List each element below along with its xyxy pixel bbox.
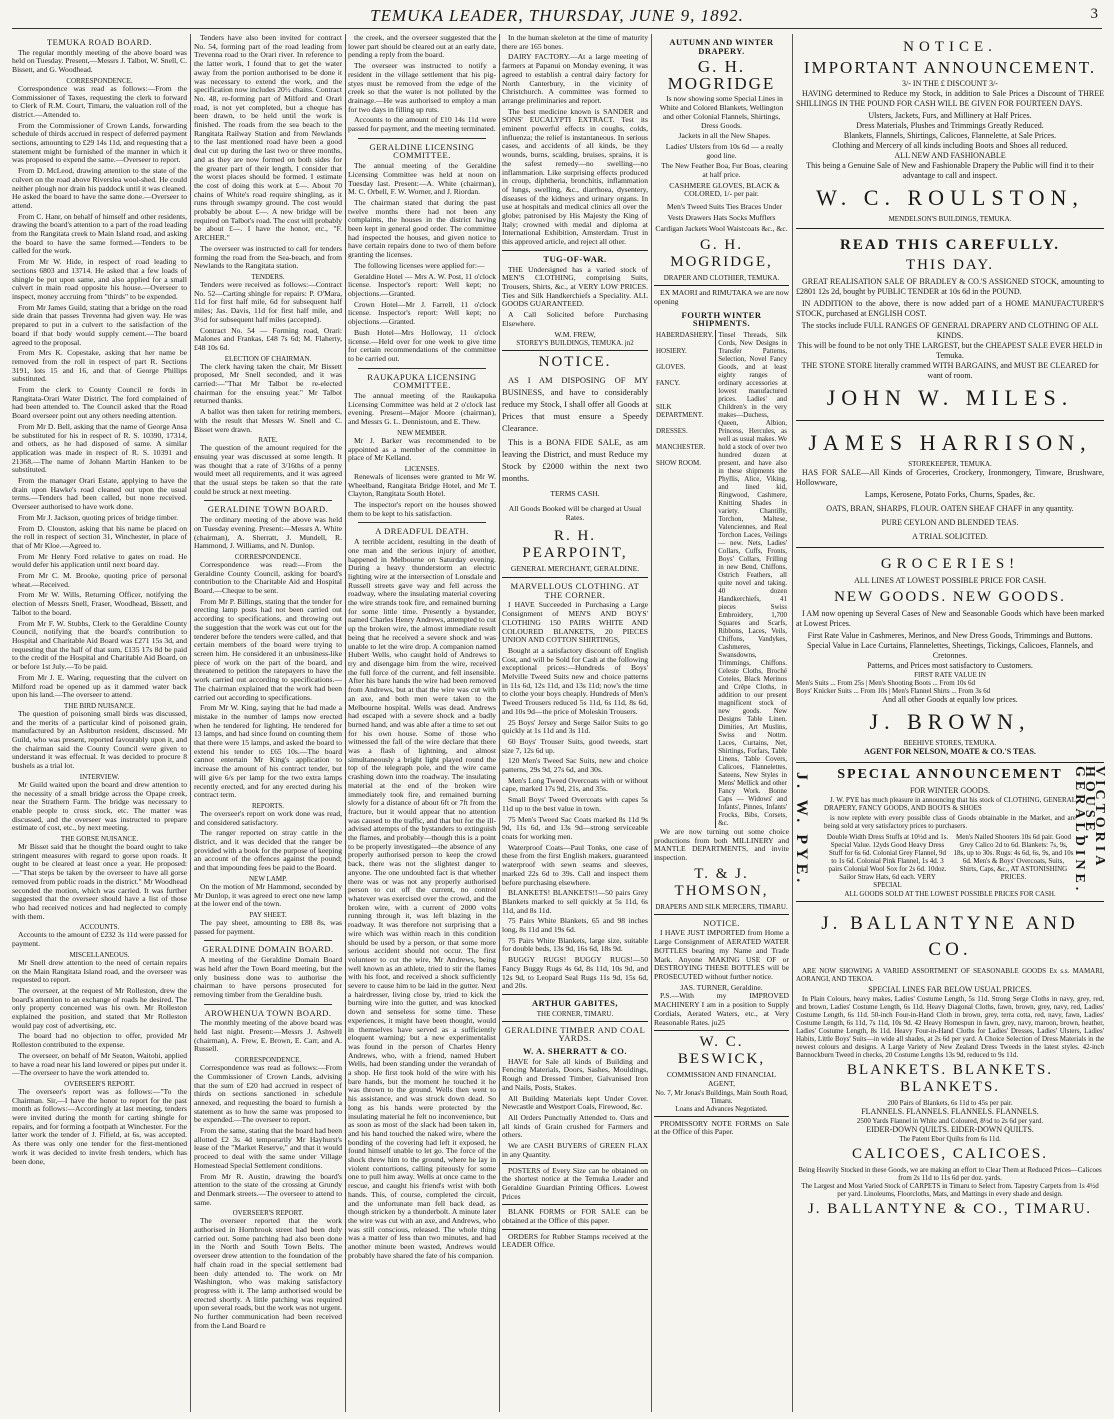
divider	[358, 138, 486, 139]
ad-name: G. H. MOGRIDGE	[667, 57, 776, 94]
paragraph: From Mr P. Billings, stating that the tender for erecting lamp posts had not been carried out according to specifications, and throwing out the suggestion that the work was cut out for the tenderer before the tenders were called, and that certain members of the board were trying to screen him. He considered it an unbusiness-like piece of work on the part of the board, and threatened to petition the ratepayers to have the work carried out according to specifications.—The chairman explained that the work had been carried out according to specifications.	[194, 596, 342, 702]
ad-heading: IMPORTANT ANNOUNCEMENT.	[803, 58, 1097, 77]
department-label: DRESSES.	[656, 426, 688, 435]
column-divider	[345, 34, 346, 1412]
ad-heading: NEW GOODS. NEW GOODS.	[834, 589, 1066, 605]
column-4	[502, 34, 648, 1412]
ad-text: The stocks include FULL RANGES OF GENERAL DRAPERY AND CLOTHING OF ALL KINDS.	[801, 321, 1099, 340]
paragraph: From Mr W. Wills, Returning Officer, notifying the election of Messrs Snell, Fraser, Woodhead, Bissett, and Talbot to the board.	[12, 590, 187, 617]
paragraph: In the human skeleton at the time of maturity there are 165 bones.	[502, 33, 648, 51]
ad-text: 25 Boys' Jersey and Serge Sailor Suits to go quickly at 1s 11d and 3s 11d.	[502, 717, 648, 736]
paragraph: From C. Hanr, on behalf of himself and other residents, drawing the board's attention to a part of the road leading from the Rangitata creek to Main Island road, and asking the board to have the same formed.—Tenders to be called for the work.	[12, 211, 187, 256]
ad-text: TERMS CASH.	[550, 489, 600, 499]
ad-text: Boys' Knicker Suits ... From 10s | Men's Flannel Shirts ... From 3s 6d	[796, 687, 991, 695]
paragraph: The ranger reported on stray cattle in the district, and it was decided that the ranger be provided with a book for the purpose of keeping an account of the offences against the pound; and that impounding fees be paid to the Board.	[194, 828, 342, 873]
ad-text: FIRST RATE VALUE IN	[914, 671, 986, 679]
paragraph: From the clerk to County Council re fords in Rangitata-Orari Water District. The ford complained of had been attended to. The Council asked that the Road Board overseer point out any others needing attention.	[12, 385, 187, 421]
ad-text: 120 Men's Tweed Sac Suits, new and choice patterns, 29s 9d, 27s 6d, and 30s.	[502, 756, 648, 775]
paragraph: The overseer's report on work done was read, and considered satisfactory.	[194, 808, 342, 827]
ad-text: 2500 Yards Flannel in White and Coloured, 8½d to 2s 6d per yard.	[856, 1117, 1044, 1125]
paragraph: From Mr James Guild, stating that a bridge on the road side drain that passes Trevenna had given way. He was prepared to put in a culvert to the satisfaction of the board if that body would supply cement.—The board agreed to the proposal.	[12, 302, 187, 347]
ad-heading: GERALDINE TIMBER AND COAL YARDS.	[504, 1024, 646, 1044]
department-label: SHOW ROOM.	[656, 458, 701, 467]
paragraph: Accounts to the amount of £232 3s 11d were passed for payment.	[12, 930, 187, 949]
ad-heading: CALICOES, CALICOES.	[852, 1146, 1048, 1162]
article-heading: TEMUKA ROAD BOARD.	[46, 37, 153, 47]
ad-text: COMMISSION AND FINANCIAL AGENT,	[666, 1070, 777, 1088]
ad-subheading: THIS DAY.	[905, 257, 995, 273]
ad-name: W. A. SHERRATT & CO.	[522, 1046, 628, 1057]
ad-text: THE Undersigned has a varied stock of MEN'S CLOTHING, comprising Suits, Trousers, Shirts, &c., at VERY LOW PRICES. Ties and Silk Handkerchiefs a Speciality. ALL GOODS GUARANTEED.	[502, 264, 648, 309]
divider	[502, 577, 648, 578]
ad-text: Men's Tweed Suits Ties Braces Under Vests Drawers Hats Socks Mufflers Cardigan Jackets Wool Waistcoats &c., &c.	[655, 202, 788, 234]
ad-address: MENDELSON'S BUILDINGS, TEMUKA.	[888, 215, 1012, 223]
subheading: OVERSEER'S REPORT.	[64, 1079, 135, 1088]
ad-address: STOREY'S BUILDINGS, TEMUKA. jn2	[516, 339, 634, 348]
ad-text: I AM now opening up Several Cases of New and Seasonable Goods which have been marked at Lowest Prices.	[796, 609, 1104, 628]
divider	[204, 500, 332, 501]
paragraph: Correspondence was read as follows:—From the Commissioner of Crown Lands, advising that the sum of £20 had accrued in respect of thirds on sections sanctioned in schedule annexed, and requesting the board to furnish a statement as to how the same was proposed to be expended.—The overseer to report.	[194, 1063, 342, 1125]
paragraph: The inspector's report on the houses showed them to be kept to his satisfaction.	[348, 500, 496, 518]
roulston-ad	[796, 34, 1104, 225]
ad-text: The Largest and Most Varied Stock of CARPETS in Timaru to Select from. Tapestry Carpets from 1s 4½d per yard. Linoleums, Floorcloths, Mats, and Mattings in every shade and design.	[801, 1182, 1099, 1198]
paragraph: From Mr W. King, saying that he had made a mistake in the number of lamps now erected when he tendered for lighting. He tendered for 13 lamps, and had since found on counting them that there were 15 lamps, and asked the board to extend his tender to £65 10s.—The board cannot entertain Mr King's application to increase the amount of his contract tender, but will give 6/s per lamp for the two extra lamps recently erected, and for any erected during his contract term.	[194, 703, 342, 800]
paragraph: Renewals of licenses were granted to Mr W. Wheelband, Rangitata Bridge Hotel, and Mr T. Clayton, Rangitata South Hotel.	[348, 471, 496, 499]
ad-vertical-name: J. W. PYE.	[793, 772, 810, 887]
ad-heading: SPECIAL ANNOUNCEMENT	[837, 767, 1063, 782]
ad-subheading: FOR WINTER GOODS.	[909, 786, 991, 795]
paragraph: The overseer was instructed to call for tenders forming the road from the Sea-beach, and from Newlands to the Rangitata station.	[194, 243, 342, 271]
ad-text: 75 Pairs White Blankets, large size, suitable for double beds, 13s 9d, 16s 6d, 18s 9d.	[502, 935, 648, 954]
ad-subheading: ALL LINES AT LOWEST POSSIBLE PRICE FOR CASH.	[854, 576, 1046, 585]
department-label: HOSIERY.	[656, 346, 687, 355]
ad-text: This is a BONA FIDE SALE, as am leaving the District, and must Reduce my Stock by £2000 within the next two months.	[502, 437, 648, 484]
ad-name: W. C. BESWICK,	[677, 1034, 766, 1068]
ad-heading: FOURTH WINTER SHIPMENTS.	[681, 309, 762, 329]
subheading: RATE.	[258, 436, 278, 445]
paragraph: The board had no objection to offer, provided Mr Rolleston contributed to the expense.	[12, 1031, 187, 1050]
column-5	[654, 34, 789, 1412]
paragraph: The question of the amount required for the ensuing year was discussed at some length. It was thought that a rate of 3/16ths of a penny would meet all requirements, and it was agreed that the usual steps be taken so that the rate could be struck at next meeting.	[194, 443, 342, 496]
ad-text: Being Heavily Stocked in these Goods, we are making an effort to Clear Them at Reduced Prices—Calicoes from 2s 11d to 11s 6d per doz. yards.	[798, 1166, 1102, 1182]
ad-text: All Goods Booked will be charged at Usual Rates.	[508, 503, 642, 522]
subheading: ELECTION OF CHAIRMAN.	[224, 354, 312, 363]
subheading: MISCELLANEOUS.	[69, 950, 130, 959]
subheading: TENDERS.	[251, 272, 285, 281]
subheading: CORRESPONDENCE.	[234, 1056, 302, 1065]
paragraph: The annual meeting of the Raukapuka Licensing Committee was held at 2 o'clock last evening. Present—Major Moore (chairman), and Messrs G. L. Dennistoun, and E. Thew.	[348, 391, 496, 427]
ad-subheading: 3/- IN THE £ DISCOUNT 3/-	[902, 79, 998, 88]
ad-name: W. C. ROULSTON,	[816, 185, 1084, 210]
paragraph: Correspondence was read:—From the Geraldine County Council, asking for board's contribution to the Charitable Aid and Hospital Board.—Cheque to be sent.	[194, 559, 342, 596]
ad-text: 200 Pairs of Blankets, 6s 11d to 45s per pair.	[887, 1099, 1013, 1107]
ad-text: BUGGY RUGS! BUGGY RUGS!—50 Fancy Buggy Rugs 4s 6d, 8s 11d, 10s 9d, and 12s 9d, to Leopard Seal Rugs 11s 9d, 15s 6d, and 20s.	[502, 955, 648, 991]
paragraph: From Mrs K. Copestake, asking that her name be removed from the roll in respect of part R. Sections 3191, lots 15 and 16, and that of George Phillips substituted.	[12, 348, 187, 384]
ad-name: JAMES HARRISON,	[808, 430, 1092, 455]
paragraph: The ordinary meeting of the above was held on Tuesday evening. Present:—Messrs A. White (chairman), A. Sherratt, J. Mundell, R. Hammond, J. Williams, and N. Dunlop.	[194, 515, 342, 551]
ad-text: Small Boys' Tweed Overcoats with capes 5s 11d up to the best value in town.	[502, 795, 648, 813]
article-heading: GERALDINE LICENSING COMMITTEE.	[369, 141, 475, 161]
ad-name: ARTHUR GABITES,	[531, 997, 619, 1008]
ad-address: DRAPERS AND SILK MERCERS, TIMARU.	[655, 902, 788, 911]
paragraph: DAIRY FACTORY.—At a large meeting of farmers at Papanui on Monday evening, it was agreed to establish a central dairy factory for North Canterbury, in the vicinity of Christchurch. A committee was formed to arrange preliminaries and report.	[502, 52, 648, 105]
paragraph: Mr Guild waited upon the board and drew attention to the necessity of a small bridge across the Opape creek, near the Strathern Farm. The bridge was necessary to enable people to cross stock, etc. The matter was discussed, and the overseer was instructed to prepare estimate of cost, etc., by next meeting.	[12, 779, 187, 833]
paragraph: A ballot was then taken for retiring members, with the result that Messrs W. Snell and C. Bisset were drawn.	[194, 407, 342, 434]
divider	[502, 1204, 648, 1205]
ad-text: The New Feather Boa, Fur Boas, clearing at half price.	[661, 161, 788, 180]
ad-text: AGENT FOR NELSON, MOATE & CO.'S TEAS.	[864, 747, 1036, 756]
subheading: CORRESPONDENCE.	[234, 552, 302, 561]
ad-heading: NOTICE.	[903, 39, 997, 55]
ad-text: Waterproof Coats—Paul Tonks, one case of these from the first English makers, guaranteed waterproof with sewn seams and sleeves, marked 22s 6d to 39s. Call and inspect them before purchasing elsewhere.	[502, 842, 648, 887]
masthead-rule	[12, 28, 1102, 29]
paragraph: Accounts to the amount of £10 14s 11d were passed for payment, and the meeting terminated.	[348, 115, 496, 134]
ad-text: Special Value in Lace Curtains, Flannelettes, Sheetings, Tickings, Calicoes, Flannels, and Cretonnes.	[806, 641, 1094, 660]
paragraph: On the motion of Mr Hammond, seconded by Mr Dunlop, it was agreed to erect one new lamp at the lower end of the town.	[194, 881, 342, 909]
column-3	[348, 34, 496, 1412]
ad-text: We are CASH BUYERS of GREEN FLAX in any Quantity.	[502, 1141, 648, 1159]
price-list: Double Width Dress Stuffs at 10½d and 1s. Special Value. 12yds Good Heavy Dress Stuff for 6s 6d. Colonial Grey Flannel, 9d to 1s 6d. Colonial Pink Flannel, 1s 4d. 3 pairs Colonial Wool Sox for 2s 6d. 10doz. Sailor Straw Hats, 6d each. VERY SPECIAL	[826, 833, 949, 889]
subheading: REPORTS.	[251, 801, 285, 810]
paragraph: the creek, and the overseer suggested that the lower part should be cleared out at an early date, pending a reply from the board.	[348, 33, 496, 60]
ad-text: ALL GOODS SOLD AT THE LOWEST POSSIBLE PRICES FOR CASH.	[844, 890, 1056, 898]
divider	[502, 350, 648, 351]
paragraph: From Mr F. W. Stubbs, Clerk to the Geraldine County Council, notifying that the board's contribution to Hospital and Charitable Aid Board was £271 15s 3d, and requesting that the half of that sum, £135 17s 8d be paid to the credit of the Hospital and Charitable Aid Board, on or before 1st July.—To be paid.	[12, 618, 187, 672]
department-label: FANCY.	[656, 378, 681, 387]
ad-text: IN ADDITION to the above, there is now added part of a HOME MANUFACTURER'S STOCK, purchased at ENGLISH COST.	[796, 299, 1104, 318]
paragraph: From Mr D. Bell, asking that the name of George Ansa be substituted for his in respect of R. S. 10390, 17314, and others, as he had disposed of same. A similar application was made in respect of R. S. 10391 and 21368.—The name of Johann Martin Hanken to be substituted.	[12, 421, 187, 475]
ad-text: AS I AM DISPOSING OF MY BUSINESS, and have to considerably reduce my Stock, I shall offer all Goods at Prices that must ensure a Speedy Clearance.	[502, 375, 648, 434]
ballantyne-ad	[796, 905, 1104, 1223]
ad-text: 60 Boys' Trouser Suits, good tweeds, start size 7, 12s 6d up.	[502, 736, 648, 755]
subheading: OVERSEER'S REPORT.	[232, 1209, 304, 1218]
ad-name: R. H. PEARPOINT,	[522, 528, 628, 562]
ad-heading: NOTICE.	[703, 917, 740, 928]
subheading: NEW MEMBER.	[397, 428, 447, 437]
ad-text: Blankets, Flannels, Shirtings, Calicoes, Flannelette, at Sale Prices.	[843, 131, 1057, 140]
subheading: INTERVIEW.	[79, 772, 120, 781]
paragraph: From the same, stating that the board had been allotted £2 3s 4d temporarily Mr Hayhurst's lease of the "Market Reserve," and that it would proceed to deal with the same under Village Homestead Special Settlement conditions.	[194, 1126, 342, 1170]
ad-text: All Building Materials kept Under Cover. Newcastle and Westport Coals, Firewood, &c.	[502, 1093, 648, 1112]
divider	[502, 1229, 648, 1230]
ad-text: PROMISSORY NOTE FORMS on Sale at the Office of this Paper.	[654, 1118, 789, 1137]
department-label: MANCHESTER.	[656, 442, 706, 451]
article-heading: GERALDINE TOWN BOARD.	[207, 504, 329, 515]
miles-ad	[796, 232, 1104, 417]
ad-heading: READ THIS CAREFULLY.	[840, 237, 1060, 253]
ad-text: HAVING determined to Reduce my Stock, in addition to Sale Prices a Discount of THREE SHILLINGS IN THE POUND FOR CASH WILL BE GIVEN FOR FOURTEEN DAYS.	[796, 89, 1104, 108]
paragraph: From Mr R. Austin, drawing the board's attention to the state of the crossing at Grundy and Denmark streets.—The overseer to attend to same.	[194, 1171, 342, 1207]
ad-text: POSTERS of Every Size can be obtained on the shortest notice at the Temuka Leader and Geraldine Guardian Printing Offices. Lowest Prices	[502, 1165, 648, 1201]
divider	[654, 1116, 789, 1117]
column-divider	[792, 34, 793, 1412]
divider	[358, 522, 486, 523]
ad-address: DRAPER AND CLOTHIER, TEMUKA.	[663, 274, 780, 283]
ad-text: A Call Solicited before Purchasing Elsewhere.	[502, 310, 648, 328]
paragraph: From D. Clouston, asking that his name be placed on the roll in respect of section 31, Winchester, in place of that of Mr Kloe.—Agreed to.	[12, 523, 187, 550]
ad-heading: GROCERIES!	[880, 556, 1020, 572]
department-list	[654, 330, 716, 828]
divider	[502, 1021, 648, 1022]
price-table	[824, 832, 1076, 890]
paragraph: The overseer, on behalf of Mr Seaton, Waitohi, applied to have a road near his land lowered or pipes put under it.—The overseer to have the work attended to.	[12, 1050, 187, 1078]
paragraph: Contract No. 54 — Forming road, Orari: Malones and Frankas, £48 7s 6d; M. Flaherty, £48 10s 6d.	[194, 325, 342, 352]
paragraph: The clerk having taken the chair, Mr Bissett proposed, Mr Snell seconded, and it was carried:—"That Mr Talbot be re-elected chairman for the ensuing year." Mr Talbot returned thanks.	[194, 361, 342, 406]
divider	[654, 1030, 789, 1031]
ad-text: BLANK FORMS or FOR SALE can be obtained at the Office of this paper.	[502, 1207, 648, 1226]
subheading: CORRESPONDENCE.	[66, 76, 133, 85]
paragraph: The regular monthly meeting of the above board was held on Tuesday. Present,—Messrs J. Talbot, W. Snell, C. Bissett, and G. Woodhead.	[12, 47, 187, 75]
ad-name: T. & J. THOMSON,	[674, 865, 769, 899]
ad-address: BEEHIVE STORES, TEMUKA.	[903, 739, 997, 747]
divider	[796, 762, 1104, 763]
ad-heading: BLANKETS. BLANKETS. BLANKETS.	[847, 1062, 1053, 1095]
ad-text: P.S.—With my IMPROVED MACHINERY I am in a position to Supply Cordials, Aerated Waters, etc., at Very Reasonable Rates. ju25	[654, 991, 789, 1027]
ad-text: I HAVE Succeeded in Purchasing a Large Consignment of MEN'S AND BOYS' CLOTHING 150 PAIRS WHITE AND COLOURED BLANKETS, 20 PIECES UNION AND COTTON SHIRTINGS,	[502, 600, 648, 645]
ad-text: I HAVE JUST IMPORTED from Home a Large Consignment of AERATED WATER BOTTLES bearing my Name and Trade Mark. Anyone MAKING USE OF or DESTROYING THESE BOTTLES will be PROSECUTED without further notice.	[654, 928, 789, 981]
ad-text: And all other Goods at equally low prices.	[882, 695, 1018, 704]
paragraph: From Mr J. E. Waring, requesting that the culvert on Milford road be opened up as it dammed water back upon his land.—The overseer to attend.	[12, 672, 187, 700]
paragraph: The overseer reported that the work authorised in Hornbrook street had been duly carried out. Some patching had also been done in the North and South Town Belts. The overseer drew attention to the foundation of the half chain road in the special settlement had been duly attended to. The work on Mr Washington, who was making satisfactory progress with it. The lamp authorised would be erected shortly. A little patching was required upon several roads, but the work was not urgent. No further communication had been received from the Land Board re	[194, 1216, 342, 1330]
paragraph: The overseer, at the request of Mr Rolleston, drew the board's attention to an exchange of roads he desired. The only property concerned was his own. Mr Rolleston explained the position, and stated that Mr Rolleston would pay cost of advertising, etc.	[12, 985, 187, 1030]
ad-text: Dress Materials, Plushes and Trimmings Greatly Reduced.	[856, 121, 1044, 130]
ad-text: This being a Genuine Sale of New and Fashionable Drapery the Public will find it to their advantage to call and inspect.	[806, 161, 1094, 180]
ad-address: STOREKEEPER, TEMUKA.	[908, 460, 992, 468]
ad-text: Is now showing some Special Lines in White and Colored Blankets, Wellington and other Colonial Flannels, Shirtings, Dress Goods.	[659, 94, 784, 130]
divider	[796, 901, 1104, 902]
subheading: PAY SHEET.	[249, 910, 287, 919]
subheading: LICENSES.	[404, 464, 440, 473]
ad-text: Men's Suits ... From 25s | Men's Shooting Boots ... From 10s 6d	[796, 679, 975, 687]
divider	[358, 368, 486, 369]
ad-text: HAS FOR SALE—All Kinds of Groceries, Crockery, Ironmongery, Tinware, Brushware, Hollowware,	[796, 468, 1104, 487]
department-label: SILK DEPARTMENT.	[656, 402, 704, 419]
divider	[654, 285, 789, 286]
ad-text: Loans and Advances Negotiated.	[675, 1104, 768, 1113]
column-1	[12, 34, 187, 1412]
paragraph: Mr Bisset said that he thought the board ought to take stringent measures with regard to gorse upon roads. It ought to be cleared at least once a year. He proposed:—"That steps be taken by the overseer to have all gorse removed from public roads in the district." Mr Woodhead seconded the motion, which was carried. It was further suggested that the overseer should have a list of those who had received notices and had neglected to comply with them.	[12, 842, 187, 921]
ad-name: JAS. TURNER, Geraldine.	[680, 982, 763, 992]
page-number: 3	[1090, 6, 1098, 22]
ad-heading: MARVELLOUS CLOTHING. AT THE CORNER.	[510, 581, 640, 600]
paragraph: Crown Hotel—Mr J. Farrell, 11 o'clock license. Inspector's report: Well kept; no objections.—Granted.	[348, 299, 496, 327]
paragraph: The monthly meeting of the above board was held last night. Present:—Messrs J. Ashwell (chairman), A. Frew, E. Brown, E. Carr, and A. Russell.	[194, 1018, 342, 1054]
paragraph: From Mr C. M. Brooke, quoting price of personal wheat.—Received.	[12, 571, 187, 589]
paragraph: A meeting of the Geraldine Domain Board was held after the Town Board meeting, but the only business done was to authorise the chairman to have persons prosecuted for removing timber from the Geraldine bush.	[194, 955, 342, 999]
paragraph: Tenders were received as follows:—Contract No. 52—Carting shingle for repairs: P. O'Mara, 11d for first half mile, 6d for subsequent half miles; Jas. Davis, 11d for first half mile, and 3½d for subsequent half miles (accepted).	[194, 279, 342, 324]
ad-text: In Plain Colours, heavy makes, Ladies' Costume Length, 5s 11d. Strong Serge Cloths in navy, grey, red, and brown, Ladies' Costume Length, 6s 11d. Heavy Diagonal Cloths, fawn, brown, grey, navy, red, Ladies' Costume Length, 6s 11d. 50-inch Four-in-Hand Cloth in brown, grey, terra cotta, red, navy, fawn, Ladies' Costume Length, 6s 11d, 7s 11d, 10s 9d. 42 Heavy Homespun in fawn, grey, navy, maroon, brown, heather, Ladies' Costume Length, 8s 11d. Heavy Four-in-Hand Cloths for Ladies' Dresses, Ladies' Ulsters, Ladies' Habits, Little Boys' Suits—in wide all shades, at 2s 6d per yard. A Choice Selection of Dress Materials in the newest colours and designs. A Large Variety of New Zealand Dress Tweeds in the latest styles. 42-inch Bannockburn Tweed in checks, 20 Costume Lengths 13s 9d, reduced to 9s 11d.	[796, 995, 1104, 1059]
ad-heading: EIDER-DOWN QUILTS. EIDER-DOWN QUILTS.	[866, 1125, 1034, 1134]
ad-text: Jackets in all the New Shapes.	[678, 131, 771, 141]
paragraph: Mr J. Barker was recommended to be appointed as a member of the committee in place of Mr Kelland.	[348, 435, 496, 463]
divider	[796, 547, 1104, 548]
ad-text: 75 Pairs White Blankets, 65 and 98 inches long, 8s 11d and 19s 6d.	[502, 916, 648, 935]
divider	[796, 420, 1104, 421]
ad-text: Clothing and Mercery of all kinds including Boots and Shoes all reduced.	[832, 141, 1068, 150]
department-detail: Tinsel Threads, Silk Cords, New Designs in Transfer Patterns, Selection, Novel Fancy Goods, and at least eighty ranges of ordinary accessories at lowest manufactured prices. Ladies' and Children's in the very makes—Duchess, Queen, Albion, Princess, Hercules, as well as usual makes. We hold a stock of over two hundred dozen at present, and have also in these shipments the Phyllis, Alice, Viking, and lined kid, Ringwood, Cashmere, Knitting Shades in variety. Chantilly, Torchon, Maltese, Valenciennes, and Real Torchon Laces, Veilings — new. Nets, Ladies' Collars, Cuffs, Fronts, Boys' Collars, Frilling in new Bend, Chiffons, Ostrich Feathers, all quite novel and taking. 40 dozen Handkerchiefs, 41 pieces Swiss Embroidery, 1,700 Squares and Scarfs, Ribbons, Laces, Veils, Chiffons, Vandykes, Cashmeres, Swansdowns, Trimmings, Chiffons. Celeste Cloths, Broché Coteles, Black Merinos and Crêpe Cloths, in addition to our present magnificent stock of new goods. New Designs Table Linen. Dimities, Art Muslins, Swiss and Nottm. Laces, Curtains, Net, Shirtings, Forfars, Table Linens, Table Covers, Calicoes, Flannelettes, Sateens, New Styles in Mens' Mellick and other Fancy Work. Bonne Caps — Widows' and Infants', Pinnes, Infants' Frocks, Bibs, Corsets, &c.	[718, 330, 787, 827]
ad-text: ALL NEW AND FASHIONABLE	[894, 151, 1006, 160]
ad-text: GREAT REALISATION SALE OF BRADLEY & CO.'S ASSIGNED STOCK, amounting to £2801 12s 2d, bought by PUBLIC TENDER at 10s 6d in the POUND.	[796, 277, 1104, 296]
paragraph: From Mr Henry Ford relative to gates on road. He would defer his application until next board day.	[12, 551, 187, 570]
ad-text: THE STONE STORE literally crammed WITH BARGAINS, and MUST BE CLEARED for want of room.	[801, 361, 1099, 380]
ad-text: ARE NOW SHOWING A VARIED ASSORTMENT OF SEASONABLE GOODS Ex s.s. MAMARI, AORANGI, AND TEKOA.	[796, 967, 1104, 983]
paragraph: The chairman stated that during the past twelve months there had not been any complaints, the houses in the district having been kept in general good order. The committee had inspected the houses, and given notice to have certain repairs done to two of them before granting the licenses.	[348, 197, 496, 260]
ad-name: G. H. MOGRIDGE,	[670, 237, 773, 271]
subheading: NEW LAMP.	[249, 874, 287, 883]
ad-text: HAVE for Sale all kinds of Building and Fencing Materials, Doors, Sashes, Mouldings, Rough and Dressed Timber, Galvanised Iron and Nails, Posts, Stakes.	[502, 1056, 648, 1092]
article-heading: A DREADFUL DEATH.	[375, 526, 469, 537]
paragraph: From Mr W. Hide, in respect of road leading to sections 6803 and 13714. He asked that a few loads of shingle be put upon same, and also applied for a small culvert in main road opposite his house.—Overseer to inspect, money accruing from "thirds" to be expended.	[12, 257, 187, 301]
ad-subheading: SPECIAL LINES FAR BELOW USUAL PRICES.	[868, 985, 1032, 994]
ad-text: 75 Men's Tweed Sac Coats marked 8s 11d 9s 9d, 11s 6d, and 13s 9d—strong serviceable coats for working men.	[502, 814, 648, 841]
ad-text: J. W. PYE has much pleasure in announcing that his stock of CLOTHING, GENERAL DRAPERY, FANCY GOODS, AND BOOTS & SHOES	[824, 796, 1076, 812]
paragraph: Tenders have also been invited for contract No. 54, forming part of the road leading from Trevenna road to the Orari river. In reference to the latter work, I found that to get the water away from the portion authorised to be done it was necessary to extend the work, and the specification now includes 20½ chains. Contract No. 48, re-forming part of Milford and Orari road, is not yet completed, but a cheque has been drawn, to be held until the work is finished. The roads from the sea beach to the Rangitata Railway Station and from Newlands to the last mentioned road have been a good deal cut up during the last two or three months, and as they are now formed on both sides for the greater part of their length, I consider that the worst places should be formed. I estimate the cost of doing this work at £—. About 70 chains of White's road require shingling, as it runs through swampy ground. The cost would probably be about £—. A new bridge will be required on Talbot's road. The cost will probably be about £—. I have the honor, etc., "F. ARCHER."	[194, 33, 342, 243]
paragraph: The annual meeting of the Geraldine Licensing Committee was held at noon on Tuesday last. Present:—A. White (chairman), M. C. Orbell, F. W. Worner, and J. Riordan.	[348, 161, 496, 197]
ad-text: Patterns, and Prices most satisfactory to Customers.	[867, 661, 1033, 670]
divider	[502, 994, 648, 995]
paragraph: The best medicine known is SANDER and SONS' EUCALYPTI EXTRACT. Test its eminent powerful effects in coughs, colds, influenza; the relief is instantaneous. In serious cases, and accidents of all kinds, be they wounds, burns, scalding, bruises, sprains, it is the safest remedy—no swelling—no inflammation. Like surprising effects produced in croup, diphtheria, bronchitis, inflammation of lungs, swelling, &c., diarrhoea, dysentery, diseases of the kidneys and urinary organs. In use at hospitals and medical clinics all over the globe; patronised by His Majesty the King of Italy; crowned with medal and diploma at International Exhibition, Amsterdam. Trust in this approved article, and reject all other.	[502, 106, 648, 247]
paragraph: The overseer was instructed to notify a resident in the village settlement that his pig-styes must be removed from the edge of the creek so that the water is not polluted by the drainage.—He was authorised to employ a man for two days in filling up ruts.	[348, 61, 496, 114]
paragraph: The pay sheet, amounting to £88 8s, was passed for payment.	[194, 917, 342, 936]
article-heading: AROWHENUA TOWN BOARD.	[204, 1007, 332, 1018]
divider	[204, 940, 332, 941]
ad-name: J. BALLANTYNE & CO., TIMARU.	[807, 1201, 1093, 1217]
paragraph: The overseer's report was as follows:—"To the Chairman. Sir,—I have the honor to report for the past month as follows:—Accordingly at last meeting, tenders were invited during the month for carting shingle for repairs, and for forming a footpath at Winchester. For the latter work the tender of J. Fifield, at 6s, was accepted. As there was only one tender for the first-mentioned work it was decided to invite fresh tenders, which has been done,	[12, 1086, 187, 1166]
ad-heading: FLANNELS. FLANNELS. FLANNELS. FLANNELS.	[861, 1107, 1039, 1116]
pye-ad	[793, 766, 1107, 898]
ad-heading: TUG-OF-WAR.	[543, 253, 607, 264]
column-6	[793, 34, 1107, 1412]
ad-text: Bought at a satisfactory discount off English Cost, and will be Sold for Cash at the following exceptional prices:—Hundreds of Boys' Melville Tweed Suits new and choice patterns in 11s 6d, 12s 11d, and 13s 11d; now's the time to clothe your boys cheaply. Hundreds of Men's Tweed Trousers reduced 5s 11d, 6s 11d, 8s 6d, and 10s 9d—the price of Moleskin Trousers.	[502, 645, 648, 716]
department-label: HABERDASHERY.	[656, 330, 714, 339]
subheading: THE BIRD NUISANCE.	[64, 701, 135, 710]
divider	[204, 1004, 332, 1005]
ad-text: First Rate Value in Cashmeres, Merinos, and New Dress Goods, Trimmings and Buttons.	[807, 631, 1093, 640]
brown-ad	[796, 551, 1104, 759]
ad-name: J. BALLANTYNE AND CO.	[821, 913, 1079, 960]
paragraph: From D. McLeod, drawing attention to the state of the culvert on the road above Riverslea wool-shed. He could neither plough nor drain his paddock until it was cleaned. He asked the board to have the same done.—Overseer to attend.	[12, 166, 187, 210]
ad-text: Men's Long Tweed Overcoats with or without cape, marked 17s 9d, 21s, and 35s.	[502, 775, 648, 794]
ad-address: THE CORNER, TIMARU.	[536, 1009, 614, 1018]
article-heading: RAUKAPUKA LICENSING COMMITTEE.	[367, 371, 477, 391]
ad-heading: NOTICE.	[538, 354, 612, 371]
ad-heading: AUTUMN AND WINTER DRAPERY.	[669, 37, 774, 56]
ad-text: ORDERS for Rubber Stamps received at the LEADER Office.	[502, 1231, 648, 1250]
ad-text: We are now turning out some choice productions from both MILLINERY and MANTLE DEPARTMENTS, and invite inspection.	[654, 826, 789, 863]
ad-text: A TRIAL SOLICITED.	[912, 532, 988, 541]
ad-text: is now replete with every possible class of Goods obtainable in the Market, and are being sold at very satisfactory prices to purchasers.	[824, 814, 1076, 830]
paragraph: From the Commissioner of Crown Lands, forwarding schedule of thirds accrued in respect of deferred payment sections, amounting to £29 14s 11d, and requesting that a statement might be furnished of the manner in which it was proposed to expend the same.—Overseer to report.	[12, 120, 187, 165]
article-heading: GERALDINE DOMAIN BOARD.	[202, 944, 334, 955]
paragraph: The following licenses were applied for:—	[354, 260, 485, 270]
paragraph: Bush Hotel—Mrs Holloway, 11 o'clock license.—Held over for one week to give time for certain recommendations of the committee to be carried out.	[348, 327, 496, 363]
paragraph: From Mr J. Jackson, quoting prices of bridge timber.	[18, 512, 179, 522]
column-divider	[499, 34, 500, 1412]
divider	[502, 1163, 648, 1164]
paragraph: A terrible accident, resulting in the death of one man and the serious injury of another, happened in Melbourne on Saturday evening. During a heavy thunderstorm an electric lighting wire at the intersection of Lonsdale and Russell streets gave way and fell across the roadway, where the insulating material covering the wire strands took fire, and remained burning for some little time. Presently a bystander, named Charles Henry Andrews, attempted to cut up the broken wire, the almost immediate result being that he received a severe shock and was unable to let the wire drop. A companion named Hubert Wells, who caught hold of Andrews to try and disengage him from the wire, received the full force of the current, and fell insensible. After his bare hands the wire had been removed from Andrews, but at that the wire was cut with an axe, and both men were taken to the Melbourne hospital. Wells was dead. Andrews had escaped with a severe shock and a badly burned hand, and was able after a time to set out for his own house. Some of those who witnessed the fall of the wire declare that there was a flash of lightning, and almost simultaneously a bright light played round the top of the telegraph pole, and the wire came crashing down into the roadway. The insulating material at the end of the broken wire immediately took fire, and remained burning slowly for a distance of about 6ft or 7ft from the fracture, but it would appear that no attention was caused to the traffic, and that but for the ill-advised attempts of the bystanders to extinguish the flames, and probably—though this is a point to be properly investigated—the absence of any properly authorised person to keep the crowd back, there was not the slightest danger to anyone. The one undoubted fact is that whether there was or was not any properly authorised person to cut off the current, no control whatever was exercised over the crowd, and the broken wire, with a current of 2000 volts running through it, was left blazing in the roadway. It was therefore not surprising that a wire which was within reach in this condition should be used by a person, or that some more serious accident should not occur. The first volunteer to cut the wire, Mr Andrews, being well known as an athlete, tried to stir the flames with his foot, and received a shock sufficiently severe to cause him to be laid in the gutter. Next a hairdresser, living close by, tried to kick the burning wire into the gutter, and was knocked down and senseless for some time. These experiences, it might have been thought, would in themselves have served as a sufficiently eloquent warning; but a new experimentalist was found in the person of Charles Henry Andrews, who, with a friend, named Hubert Wells, had been standing under the verandah of a shop. He first took hold of the wire with his bare hands, but the moment he touched it he was thrown to the ground. Wells then went to his assistance, and was struck down dead. So long as his hands were protected by the insulating material he felt no inconvenience, but as soon as most of the slack had been taken in, and his hand touched the naked wire, where the bonding of the covering had left it exposed, he found himself unable to let go. The force of the shock threw him to the ground, where he lay in violent contortions, calling piteously for some one to pull him away. Wells at once came to the rescue, and caught his friend's wrist with both hands. This, of course, completed the circuit, and the unfortunate man fell back dead, as though stricken by a thunderbolt. A minute later the wire was cut with an axe, and Andrews, who was still conscious, released. The whole thing was a matter of less than two minutes, and had another minute been wasted, Andrews would probably have shared the fate of his companion.	[348, 537, 496, 1260]
ad-text: OATS, BRAN, SHARPS, FLOUR. OATEN SHEAF CHAFF in any quantity.	[826, 504, 1074, 513]
paragraph: The question of poisoning small birds was discussed, and the merits of a particular kind of poisoned grain, manufactured by an Ashburton resident, discussed. Mr Guild, who was present, reported favourably upon it, and the chairman said the County Council were given to understand it was effectual. It was decided to procure 8 bushels as a trial lot.	[12, 708, 187, 771]
divider	[654, 914, 789, 915]
harrison-ad	[796, 424, 1104, 544]
ad-name: J. BROWN,	[869, 709, 1031, 734]
ad-address: No. 7, Mr Jonas's Buildings, Main South Road, Timaru.	[655, 1088, 788, 1105]
ad-text: PURE CEYLON AND BLENDED TEAS.	[881, 518, 1019, 527]
divider	[502, 250, 648, 251]
ad-name: W.M. FREW,	[554, 329, 596, 339]
department-label: GLOVES.	[656, 362, 686, 371]
ad-address: GENERAL MERCHANT, GERALDINE.	[510, 564, 640, 574]
department-table	[654, 330, 789, 828]
paragraph: Geraldine Hotel — Mrs A. W. Post, 11 o'clock license. Inspector's report: Well kept; no objections.—Granted.	[348, 271, 496, 298]
price-list: Men's Nailed Shooters 10s 6d pair. Good Grey Calico 2d to 6d. Blankets: 7s, 9s, 18s, up to 30s. Rugs: 4s 6d, 6s, 9s, and 10s 6d. Men's & Boys' Overcoats, Suits, Shirts, Caps, &c., AT ASTONISHING PRICES.	[953, 833, 1074, 881]
subheading: THE GORSE NUISANCE.	[60, 835, 139, 844]
ad-name: JOHN W. MILES.	[826, 385, 1074, 410]
ad-text: The Patent Ebor Quilts from 6s 11d.	[899, 1135, 1001, 1143]
ad-vertical-name: VICTORIA HOUSE, GERALDINE.	[1072, 766, 1107, 895]
column-divider	[651, 34, 652, 1412]
ad-text: EX MAORI and RIMUTAKA we are now opening	[654, 288, 789, 306]
ad-text: This will be found to be not only THE LARGEST, but the CHEAPEST SALE EVER HELD in Temuka.	[797, 341, 1103, 360]
paragraph: Mr Snell drew attention to the need of certain repairs on the Main Rangitata Island road, and the overseer was requested to report.	[12, 957, 187, 985]
ad-text: Lamps, Kerosene, Potato Forks, Churns, Spades, &c.	[864, 490, 1036, 499]
subheading: ACCOUNTS.	[79, 923, 120, 932]
ad-text: Ulsters, Jackets, Furs, and Millinery at Half Prices.	[868, 111, 1032, 120]
ad-text: BLANKETS! BLANKETS!!—50 pairs Grey Blankets marked to sell quickly at 5s 11d, 6s 11d, and 8s 11d.	[502, 888, 648, 915]
paragraph: From the manager Orari Estate, applying to have the drain upon Hawke's road cleaned out upon the usual terms.—Tenders had been called, but none received. Overseer authorised to have work done.	[12, 476, 187, 512]
column-divider	[190, 34, 191, 1412]
ad-text: Ladies' Ulsters from 10s 6d — a really good line.	[665, 141, 784, 160]
paragraph: Correspondence was read as follows:—From the Commissioner of Taxes, requesting the clerk to forward to Clerk of R.M. Court, Timaru, the valuation roll of the district.—Attended to.	[12, 83, 187, 119]
ad-text: CASHMERE GLOVES, BLACK & COLORED, 1/- per pair.	[669, 180, 780, 199]
ad-text: All Orders Punctually Attended to. Oats and all kinds of Grain crushed for Farmers and others.	[502, 1112, 648, 1140]
column-2	[194, 34, 342, 1412]
masthead: TEMUKA LEADER, THURSDAY, JUNE 9, 1892.	[370, 6, 744, 25]
divider	[796, 228, 1104, 229]
